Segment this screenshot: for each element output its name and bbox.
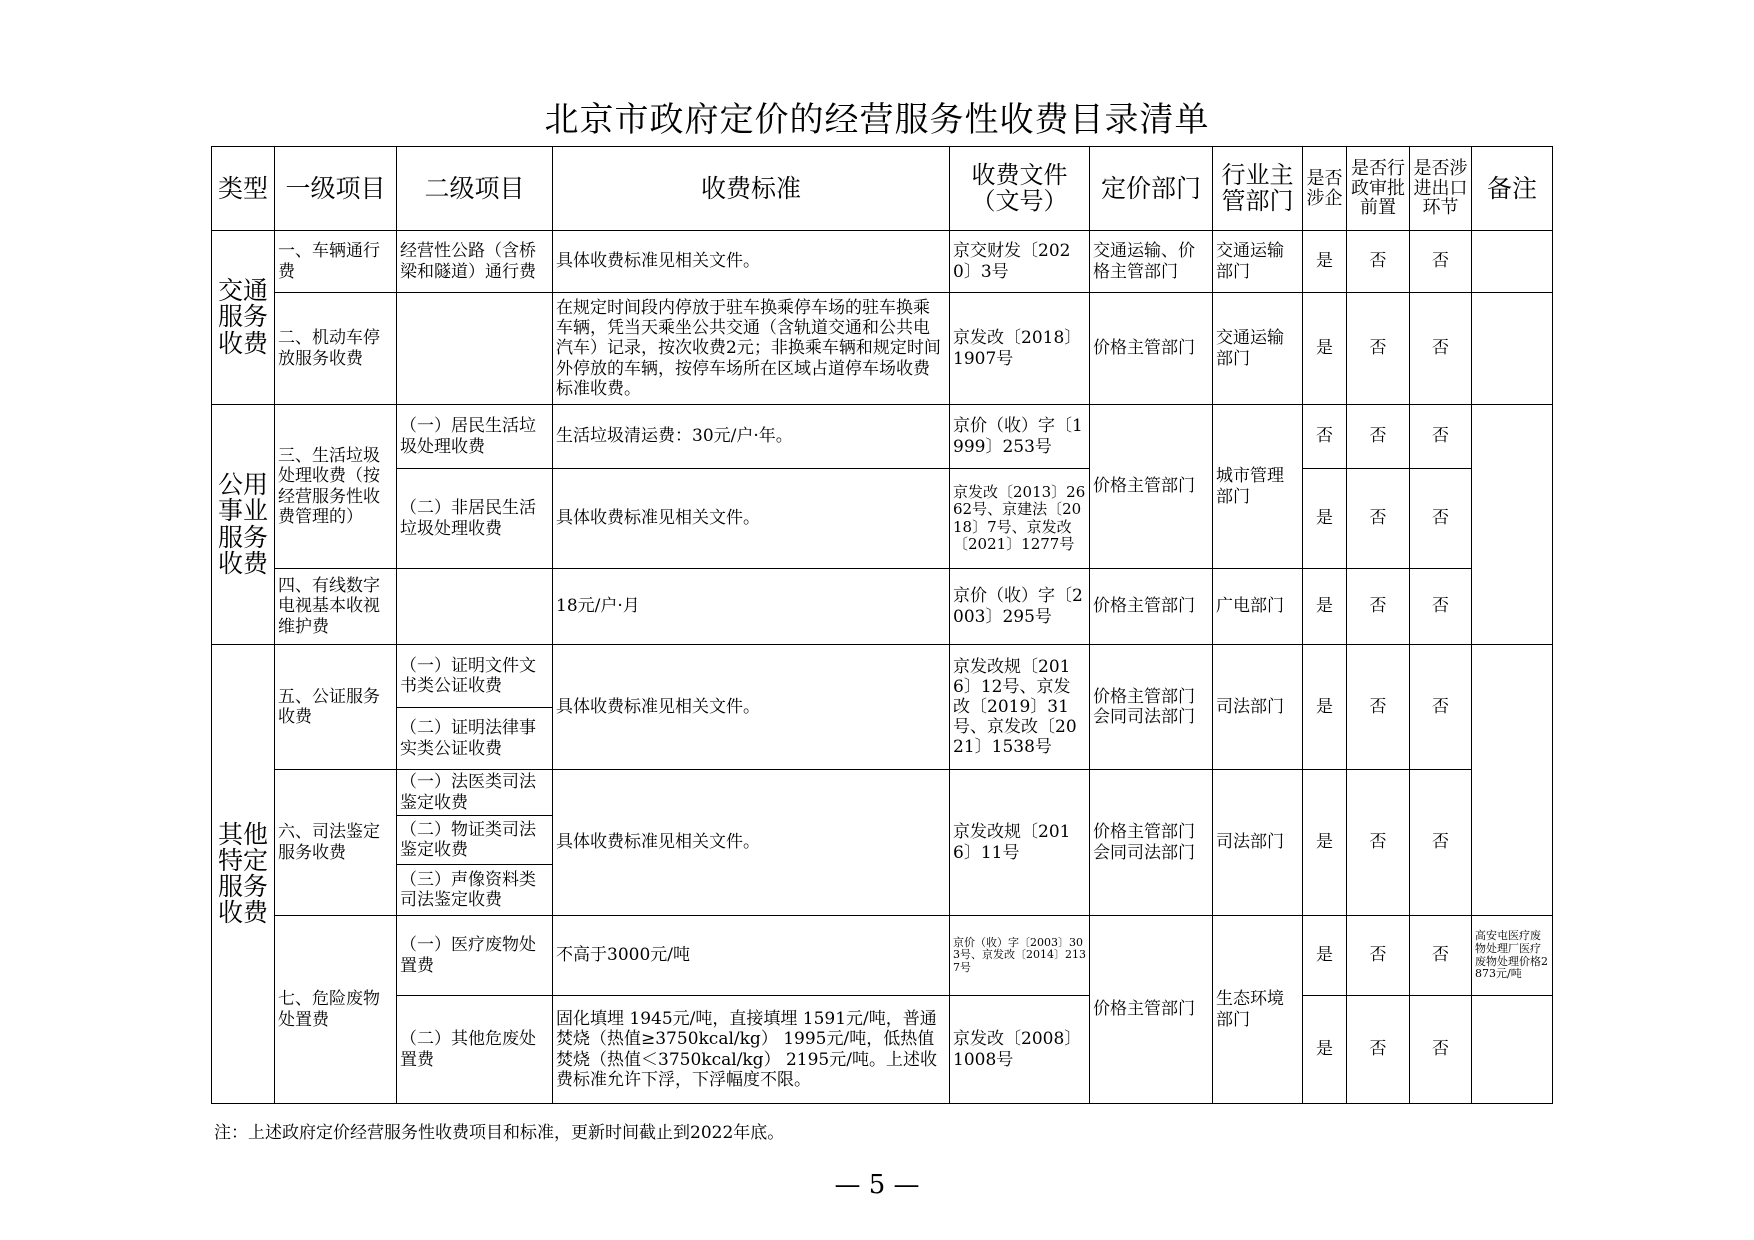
header-type: 类型 [212,147,275,231]
header-industry-dept: 行业主管部门 [1213,147,1303,231]
table-row [212,569,1553,645]
fee-standard: 在规定时间段内停放于驻车换乘停车场的驻车换乘车辆，凭当天乘坐公共交通（含轨道交通和公共电汽车）记录，按次收费2元；非换乘车辆和规定时间外停放的车辆，按停车场所在区域占道停车场收费标准收费。 [553,293,950,405]
industry-dept: 司法部门 [1213,770,1303,916]
involves-enterprise: 是 [1303,569,1347,645]
level2-item: （一）证明文件文书类公证收费 [397,645,553,708]
import-export: 否 [1410,916,1472,996]
table-row [212,293,1553,405]
fee-catalog-table [211,146,1553,1104]
import-export: 否 [1410,770,1472,916]
pricing-dept: 价格主管部门 [1090,569,1213,645]
import-export: 否 [1410,405,1472,469]
table-header-row [212,147,1553,231]
admin-approval: 否 [1347,916,1410,996]
admin-approval: 否 [1347,405,1410,469]
industry-dept: 生态环境部门 [1213,916,1303,1104]
fee-document: 京发改〔2018〕1907号 [950,293,1090,405]
document-title: 北京市政府定价的经营服务性收费目录清单 [544,100,1210,140]
level1-item: 二、机动车停放服务收费 [275,293,397,405]
level2-item: 经营性公路（含桥梁和隧道）通行费 [397,231,553,293]
category-other: 其他特定服务收费 [212,645,275,1104]
import-export: 否 [1410,645,1472,770]
fee-standard: 生活垃圾清运费：30元/户·年。 [553,405,950,469]
level1-item: 四、有线数字电视基本收视维护费 [275,569,397,645]
level2-item: （二）物证类司法鉴定收费 [397,816,553,865]
header-import-export: 是否涉进出口环节 [1410,147,1472,231]
pricing-dept: 价格主管部门会同司法部门 [1090,770,1213,916]
level1-item: 六、司法鉴定服务收费 [275,770,397,916]
remarks [1472,293,1553,405]
level2-item [397,569,553,645]
admin-approval: 否 [1347,231,1410,293]
industry-dept: 交通运输部门 [1213,293,1303,405]
table-row [212,405,1553,469]
level1-item: 七、危险废物处置费 [275,916,397,1104]
level1-item: 五、公证服务收费 [275,645,397,770]
table-row [212,996,1553,1104]
fee-document: 京发改〔2008〕1008号 [950,996,1090,1104]
pricing-dept: 价格主管部门 [1090,293,1213,405]
involves-enterprise: 是 [1303,916,1347,996]
involves-enterprise: 是 [1303,770,1347,916]
header-level1: 一级项目 [275,147,397,231]
table-row [212,770,1553,816]
table-row [212,916,1553,996]
level2-item: （二）非居民生活垃圾处理收费 [397,469,553,569]
fee-document: 京价（收）字〔1999〕253号 [950,405,1090,469]
fee-document: 京发改〔2013〕2662号、京建法〔2018〕7号、京发改〔2021〕1277号 [950,469,1090,569]
header-standard: 收费标准 [553,147,950,231]
fee-standard: 不高于3000元/吨 [553,916,950,996]
involves-enterprise: 是 [1303,293,1347,405]
fee-standard: 具体收费标准见相关文件。 [553,645,950,770]
involves-enterprise: 是 [1303,996,1347,1104]
fee-document: 京发改规〔2016〕12号、京发改〔2019〕31号、京发改〔2021〕1538号 [950,645,1090,770]
remarks [1472,231,1553,293]
table-row [212,469,1553,569]
involves-enterprise: 是 [1303,645,1347,770]
fee-standard: 具体收费标准见相关文件。 [553,231,950,293]
admin-approval: 否 [1347,293,1410,405]
pricing-dept: 价格主管部门 [1090,405,1213,569]
category-public-utility: 公用事业服务收费 [212,405,275,645]
industry-dept: 广电部门 [1213,569,1303,645]
level2-item: （二）其他危废处置费 [397,996,553,1104]
remarks: 高安屯医疗废物处理厂医疗废物处理价格2873元/吨 [1472,916,1553,996]
footnote: 注：上述政府定价经营服务性收费项目和标准，更新时间截止到2022年底。 [214,1123,785,1143]
industry-dept: 城市管理部门 [1213,405,1303,569]
header-admin-approval: 是否行政审批前置 [1347,147,1410,231]
level2-item: （一）医疗废物处置费 [397,916,553,996]
import-export: 否 [1410,996,1472,1104]
pricing-dept: 价格主管部门会同司法部门 [1090,645,1213,770]
fee-standard: 具体收费标准见相关文件。 [553,469,950,569]
admin-approval: 否 [1347,645,1410,770]
level2-item: （一）居民生活垃圾处理收费 [397,405,553,469]
pricing-dept: 交通运输、价格主管部门 [1090,231,1213,293]
admin-approval: 否 [1347,996,1410,1104]
fee-standard: 固化填埋 1945元/吨，直接填埋 1591元/吨，普通焚烧（热值≥3750kcal/kg） 1995元/吨，低热值焚烧（热值＜3750kcal/kg） 2195元/吨。上述收费标准允许下浮，下浮幅度不限。 [553,996,950,1104]
industry-dept: 司法部门 [1213,645,1303,770]
industry-dept: 交通运输部门 [1213,231,1303,293]
involves-enterprise: 否 [1303,405,1347,469]
header-pricing-dept: 定价部门 [1090,147,1213,231]
fee-document: 京交财发〔2020〕3号 [950,231,1090,293]
remarks [1472,405,1553,645]
remarks [1472,996,1553,1104]
level2-item: （一）法医类司法鉴定收费 [397,770,553,816]
page-number: — 5 — [834,1170,920,1200]
level1-item: 一、车辆通行费 [275,231,397,293]
import-export: 否 [1410,231,1472,293]
level1-item: 三、生活垃圾处理收费（按经营服务性收费管理的） [275,405,397,569]
involves-enterprise: 是 [1303,469,1347,569]
fee-standard: 18元/户·月 [553,569,950,645]
pricing-dept: 价格主管部门 [1090,916,1213,1104]
header-level2: 二级项目 [397,147,553,231]
import-export: 否 [1410,569,1472,645]
import-export: 否 [1410,469,1472,569]
fee-document: 京发改规〔2016〕11号 [950,770,1090,916]
fee-document: 京价（收）字〔2003〕295号 [950,569,1090,645]
category-transport: 交通服务收费 [212,231,275,405]
level2-item [397,293,553,405]
level2-item: （三）声像资料类司法鉴定收费 [397,865,553,916]
header-document: 收费文件（文号） [950,147,1090,231]
fee-document: 京价（收）字〔2003〕303号、京发改〔2014〕2137号 [950,916,1090,996]
header-involves-enterprise: 是否涉企 [1303,147,1347,231]
admin-approval: 否 [1347,770,1410,916]
fee-standard: 具体收费标准见相关文件。 [553,770,950,916]
admin-approval: 否 [1347,469,1410,569]
table-row [212,231,1553,293]
level2-item: （二）证明法律事实类公证收费 [397,708,553,770]
remarks [1472,645,1553,916]
import-export: 否 [1410,293,1472,405]
admin-approval: 否 [1347,569,1410,645]
involves-enterprise: 是 [1303,231,1347,293]
table-row [212,645,1553,708]
header-remarks: 备注 [1472,147,1553,231]
